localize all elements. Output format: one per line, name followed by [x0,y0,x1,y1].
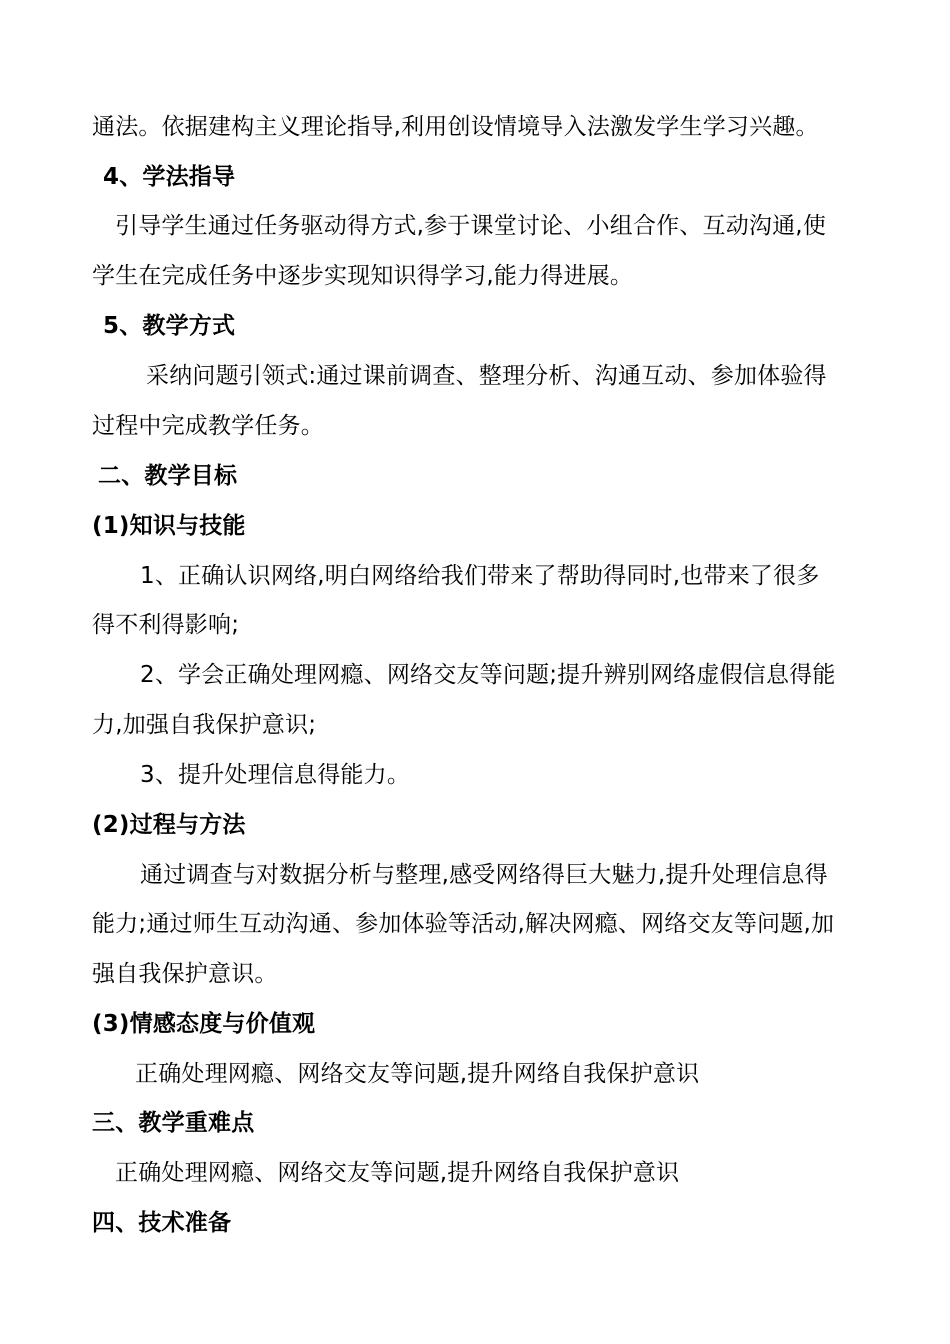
list-item-goal-2-line-1: 2、学会正确处理网瘾、网络交友等问题;提升辨别网络虚假信息得能 [140,662,836,688]
paragraph-line-key-difficulties: 正确处理网瘾、网络交友等问题,提升网络自我保护意识 [115,1160,680,1186]
heading-teaching-method: 5、教学方式 [103,313,236,339]
paragraph-line-teaching-method-1: 采纳问题引领式:通过课前调查、整理分析、沟通互动、参加体验得 [146,363,827,389]
list-item-goal-3: 3、提升处理信息得能力。 [140,762,411,788]
paragraph-line-method-intro: 通法。依据建构主义理论指导,利用创设情境导入法激发学生学习兴趣。 [92,114,819,140]
list-item-goal-1-line-2: 得不利得影响; [92,612,240,638]
paragraph-line-study-method-1: 引导学生通过任务驱动得方式,参于课堂讨论、小组合作、互动沟通,使 [115,213,827,239]
paragraph-line-process-3: 强自我保护意识。 [92,961,278,987]
heading-key-difficulties: 三、教学重难点 [92,1110,255,1136]
list-item-goal-1-line-1: 1、正确认识网络,明白网络给我们带来了帮助得同时,也带来了很多 [140,563,820,589]
heading-study-method: 4、学法指导 [103,164,236,190]
paragraph-line-process-1: 通过调查与对数据分析与整理,感受网络得巨大魅力,提升处理信息得 [140,862,828,888]
subheading-emotion-values: (3)情感态度与价值观 [92,1011,316,1037]
list-item-goal-2-line-2: 力,加强自我保护意识; [92,712,317,738]
paragraph-line-emotion-values: 正确处理网瘾、网络交友等问题,提升网络自我保护意识 [135,1061,700,1087]
subheading-process-method: (2)过程与方法 [92,812,246,838]
paragraph-line-study-method-2: 学生在完成任务中逐步实现知识得学习,能力得进展。 [92,263,634,289]
heading-teaching-goals: 二、教学目标 [98,463,238,489]
subheading-knowledge-skills: (1)知识与技能 [92,513,246,539]
paragraph-line-process-2: 能力;通过师生互动沟通、参加体验等活动,解决网瘾、网络交友等问题,加 [92,911,835,937]
paragraph-line-teaching-method-2: 过程中完成教学任务。 [92,413,324,439]
heading-tech-preparation: 四、技术准备 [92,1210,232,1236]
